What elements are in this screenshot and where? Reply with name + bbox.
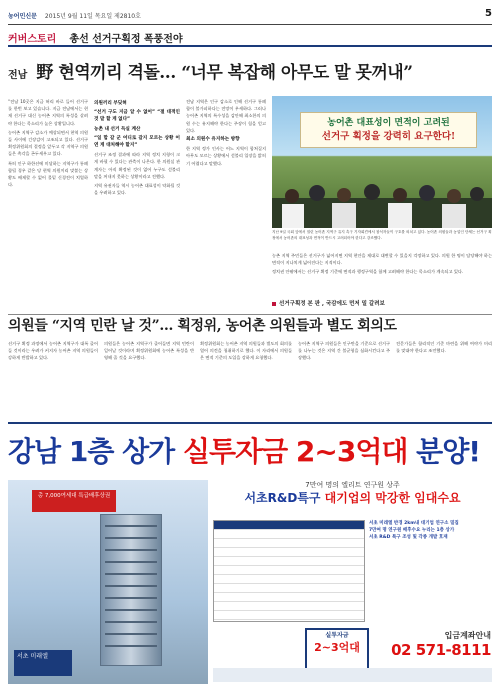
article-column-3 — [186, 98, 266, 303]
ad-title-part-a: 서초R&D특구 — [244, 491, 325, 505]
lower-column-5 — [396, 340, 492, 418]
ad-info-panel — [213, 480, 492, 684]
ad-contact-label: 입금계좌안내 — [444, 631, 491, 640]
ad-brand-box: 서초 미래엘 — [14, 650, 72, 676]
column-subhead: 농촌 내 선거 득실 계산 — [94, 126, 141, 132]
ad-info-title — [213, 490, 492, 506]
section-kicker: 커버스토리 — [8, 34, 57, 45]
paragraph: 의원들은 농어촌 지역구가 줄어들면 지역 민란이 일어날 것이라며 획정위원회에 농어촌 특성을 반영해 줄 것을 요구했다. — [104, 341, 194, 361]
ad-bullet: 서초 R&D 특구 조성 및 각종 개발 호재 — [369, 535, 448, 540]
real-estate-ad — [8, 422, 492, 684]
main-headline — [8, 58, 492, 86]
section-bar — [8, 27, 492, 47]
banner-line-1: 농어촌 대표성이 면적이 고려된 — [327, 118, 450, 128]
paragraph: 전남 지역은 인구 감소로 인해 선거구 통폐합이 불가피하다는 전망이 우세하다. 그러나 농어촌 지역의 특수성을 감안해 최소한의 의원 수는 유지해야 한다는 주장이 힘을 얻고 있다. — [186, 99, 266, 133]
ad-contact — [371, 630, 491, 659]
lower-column-2 — [104, 340, 194, 418]
ad-bullet: 서초 미래엘 반경 2km내 대기업 연구소 밀집 — [369, 521, 459, 526]
paragraph: 획정위원회는 농어촌 지역 의원들과 별도의 회의를 열어 의견을 청취하기로 했다. 이 자리에서 의원들은 면적 기준의 도입을 강하게 요청했다. — [200, 341, 292, 361]
ad-red-badge: 총 7,000여세대 특급배후상권 — [32, 490, 116, 512]
ad-headline-part-3: 분양! — [407, 435, 481, 468]
ad-info-head: 7만여 명의 엘리트 연구원 상주 — [305, 481, 400, 489]
paragraph: 선거구 획정 과정에서 농어촌 지역구가 대폭 줄어들 것이라는 우려가 커지자 농어촌 지역 의원들이 강하게 반발하고 있다. — [8, 341, 98, 361]
paragraph: 농촌 지역 주민들은 선거구가 넓어지면 지역 현안을 제대로 대변할 수 있을지 걱정하고 있다. 의원 한 명이 담당해야 하는 면적이 지나치게 넓어진다는 지적이다. — [272, 253, 492, 266]
page-number: 5 — [485, 8, 492, 19]
headline-region-tag: 전남 — [8, 70, 28, 81]
section-subtitle: 총선 선거구획정 폭풍전야 — [69, 34, 183, 45]
ad-price-table — [213, 520, 365, 622]
crowd-figures — [272, 168, 492, 228]
square-bullet-icon — [272, 302, 276, 306]
ad-title-part-b: 대기업의 막강한 임대수요 — [324, 491, 461, 505]
newspaper-name: 농어민신문 — [8, 13, 37, 20]
ad-price-label: 실투자금 — [325, 632, 349, 639]
lower-column-3 — [200, 340, 292, 418]
issue-date: 2015년 9월 11일 목요일 제2810호 — [44, 13, 141, 20]
column-subhead: 최소 의원수 유지하는 방향 — [186, 137, 240, 143]
column-subhead: 의원끼리 부딪혀 — [94, 101, 127, 106]
column-subhead: “선거 구도 지금 알 수 없어” “절 대적인 것 말 할 게 없다” — [94, 110, 180, 123]
paragraph: “전남 10곳은 지금 허리 바로 들어 선거구를 한번 보고 있습니다. 지금 전남에서는 현재 선거구 대신 농어촌 지역의 특성을 살려야 한다는 목소리가 높은 상황입니다. — [8, 99, 88, 126]
paragraph: 정치권 안팎에서는 선거구 획정 기준에 면적과 행정구역을 함께 고려해야 한다는 목소리가 계속되고 있다. — [272, 269, 464, 275]
ad-bullet: 7만여 명 연구원 배후수요 누리는 1층 상가 — [369, 528, 455, 533]
ad-phone-number: 02 571-8111 — [391, 641, 491, 659]
paragraph: 특히 인구 하한선에 미달하는 지역구가 통폐합될 경우 같은 당 현역 의원끼리 맞붙는 상황도 배제할 수 없어 물밑 신경전이 치열하다. — [8, 160, 88, 188]
sub-heading-bar — [272, 298, 492, 310]
paragraph: 지역 유권자들 역시 농어촌 대표성이 약화될 것을 우려하고 있다. — [94, 183, 180, 196]
masthead — [8, 8, 492, 25]
second-headline: 의원들 “지역 민란 날 것”… 획정위, 농어촌 의원들과 별도 회의도 — [8, 314, 492, 337]
banner-line-2: 선거구 획정을 강력히 요구한다! — [321, 131, 456, 142]
ad-building-image — [8, 480, 208, 684]
photo-caption: 지난 9일 국회 앞에서 열린 농어촌 지역구 유지 촉구 기자회견에서 참석자들이 구호를 외치고 있다. 농어촌 의원들과 농업인 단체는 선거구 획정에서 농어촌의 대표성과 면적이 반드시 고려되어야 한다고 강조했다. — [272, 230, 492, 240]
lower-column-4 — [298, 340, 390, 418]
sub-heading-text: 선거구획정 본 판 , 국감에도 먼저 밀 갈려보 — [279, 301, 385, 307]
headline-text: 野 현역끼리 격돌… “너무 복잡해 아무도 말 못꺼내” — [36, 63, 413, 83]
ad-price-value: 2~3억대 — [314, 641, 360, 654]
ad-headline-part-2: 실투자금 2~3억대 — [182, 435, 408, 468]
ad-headline-part-1: 강남 1층 상가 — [8, 435, 183, 468]
paragraph: 농어촌 지역구 의원들은 인구만을 기준으로 선거구를 나누는 것은 지역 간 불균형을 심화시킨다고 주장했다. — [298, 341, 390, 361]
building-tower — [100, 514, 162, 666]
rally-photo — [272, 96, 492, 228]
article-column-2 — [94, 98, 180, 303]
ad-headline — [8, 430, 492, 474]
paragraph: 한 지역 정가 인사는 어느 지역이 합쳐질지 아무도 모르는 상황에서 섣불리 입장을 밝히기 어렵다고 말했다. — [186, 146, 266, 166]
paragraph: 전문가들은 합리적인 기준 마련을 위해 여야가 머리를 맞대야 한다고 조언했다. — [396, 341, 492, 354]
article-column-1 — [8, 98, 88, 303]
column-subhead: “일 합 갈 군 어디로 갈지 모르는 상황 어 연 게 대처해야 할지” — [94, 135, 180, 149]
ad-footer-strip — [213, 668, 492, 682]
article-column-4 — [272, 252, 492, 296]
lower-column-1 — [8, 340, 98, 418]
ad-price-box — [305, 628, 369, 672]
paragraph: 농어촌 지역구 감소가 예상되면서 현역 의원들 사이에 긴장감이 고조되고 있다. 선거구획정위원회의 결정을 앞두고 각 지역구 의원들은 촉각을 곤두세우고 있다. — [8, 129, 88, 157]
ad-bullets — [369, 520, 492, 541]
paragraph: 선거구 조정 결과에 따라 지역 정치 지형이 크게 바뀔 수 있다는 관측이 나온다. 한 의원실 관계자는 아직 확정된 것이 없어 누구도 섣불리 말을 꺼내지 못하는 상황이라고 전했다. — [94, 152, 180, 179]
protest-banner — [300, 112, 477, 148]
